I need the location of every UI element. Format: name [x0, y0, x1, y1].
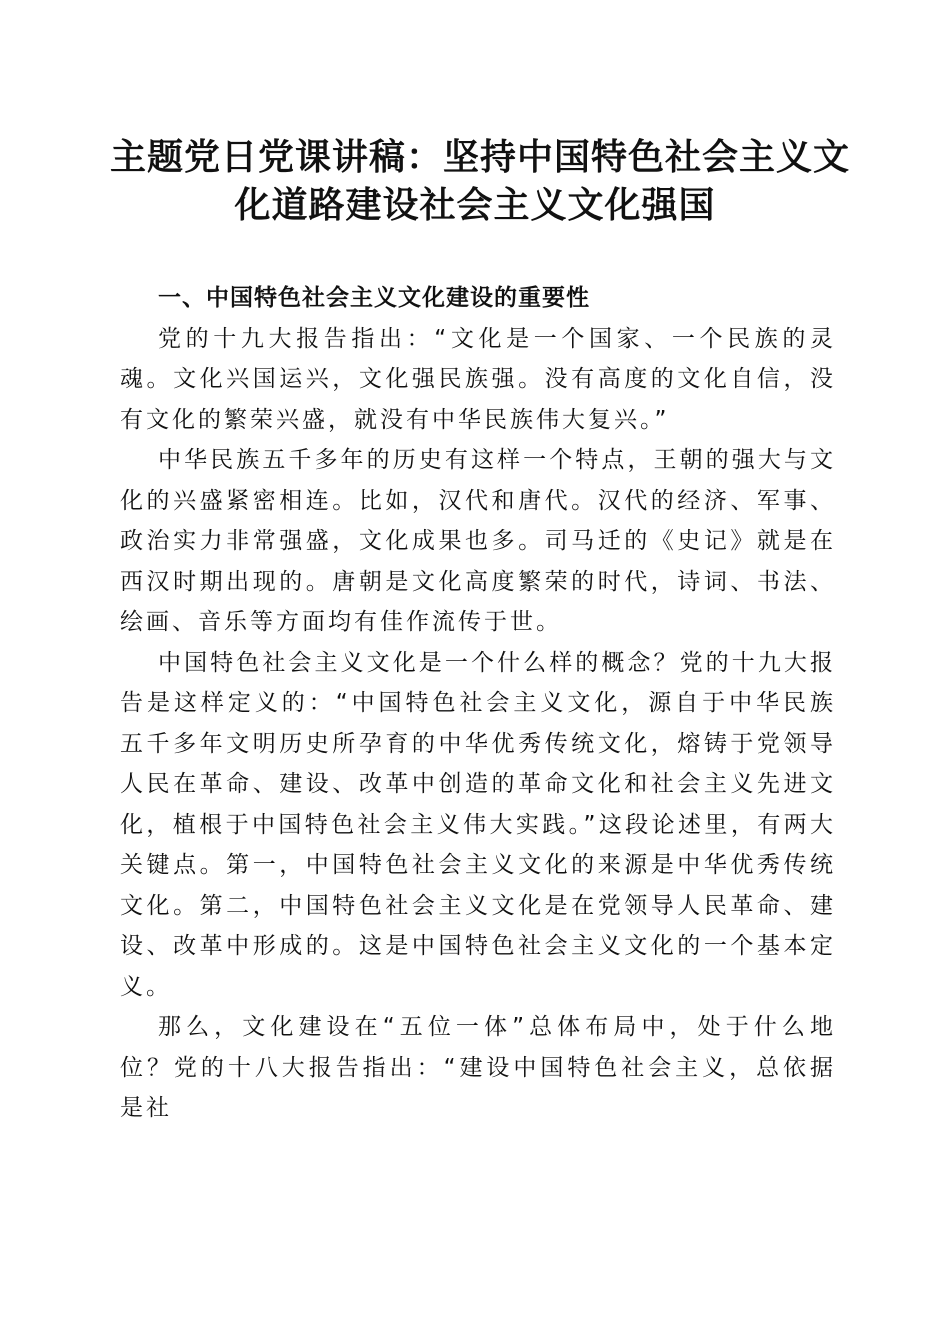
section-heading: 一、中国特色社会主义文化建设的重要性: [158, 285, 590, 311]
paragraph-4: 那么，文化建设在“五位一体”总体布局中，处于什么地位？党的十八大报告指出：“建设中国特色社会主义，总依据是社: [120, 1014, 836, 1121]
paragraph-2: 中华民族五千多年的历史有这样一个特点，王朝的强大与文化的兴盛紧密相连。比如，汉代和唐代。汉代的经济、军事、政治实力非常强盛，文化成果也多。司马迁的《史记》就是在西汉时期出现的。唐朝是文化高度繁荣的时代，诗词、书法、绘画、音乐等方面均有佳作流传于世。: [120, 447, 836, 635]
title-line-1: 主题党日党课讲稿：坚持中国特色社会主义文: [110, 136, 851, 178]
document-title: [110, 133, 851, 229]
title-line-2: 化道路建设社会主义文化强国: [234, 184, 716, 226]
paragraph-3: 中国特色社会主义文化是一个什么样的概念？党的十九大报告是这样定义的：“中国特色社会主义文化，源自于中华民族五千多年文明历史所孕育的中华优秀传统文化，熔铸于党领导人民在革命、建设、改革中创造的革命文化和社会主义先进文化，植根于中国特色社会主义伟大实践。”这段论述里，有两大关键点。第一，中国特色社会主义文化的来源是中华优秀传统文化。第二，中国特色社会主义文化是在党领导人民革命、建设、改革中形成的。这是中国特色社会主义文化的一个基本定义。: [120, 649, 836, 1000]
document-body: [120, 278, 836, 1129]
paragraph-1: 党的十九大报告指出：“文化是一个国家、一个民族的灵魂。文化兴国运兴，文化强民族强。没有高度的文化自信，没有文化的繁荣兴盛，就没有中华民族伟大复兴。”: [120, 325, 836, 433]
